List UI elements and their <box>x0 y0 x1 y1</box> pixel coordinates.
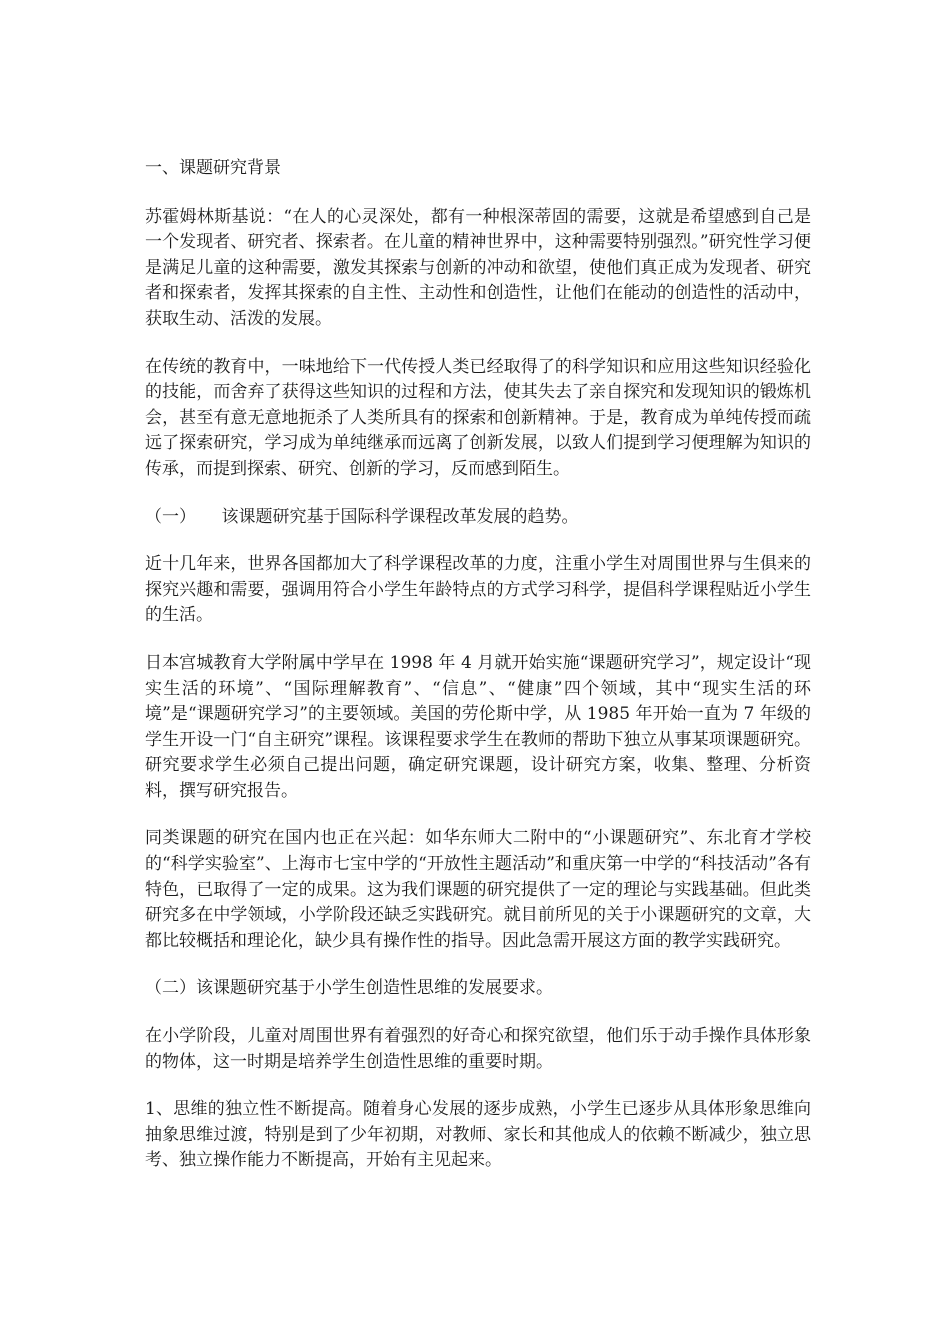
paragraph-primary-stage: 在小学阶段，儿童对周围世界有着强烈的好奇心和探究欲望，他们乐于动手操作具体形象的物体，这一时期是培养学生创造性思维的重要时期。 <box>145 1026 811 1072</box>
paragraph-international-examples: 日本宫城教育大学附属中学早在 1998 年 4 月就开始实施“课题研究学习”，规定设计“现实生活的环境”、“国际理解教育”、“信息”、“健康”四个领域，其中“现实生活的环境”是“课题研究学习”的主要领域。美国的劳伦斯中学，从 1985 年开始一直为 7 年级的学生开设一门“自主研究”课程。该课程要求学生在教师的帮助下独立从事某项课题研究。研究要求学生必须自己提出问题，确定研究课题，设计研究方案，收集、整理、分析资料，撰写研究报告。 <box>145 652 811 801</box>
document-body <box>145 156 811 1196</box>
paragraph-domestic-research: 同类课题的研究在国内也正在兴起：如华东师大二附中的“小课题研究”、东北育才学校的“科学实验室”、上海市七宝中学的“开放性主题活动”和重庆第一中学的“科技活动”各有特色，已取得了一定的成果。这为我们课题的研究提供了一定的理论与实践基础。但此类研究多在中学领域，小学阶段还缺乏实践研究。就目前所见的关于小课题研究的文章，大都比较概括和理论化，缺少具有操作性的指导。因此急需开展这方面的教学实践研究。 <box>145 828 811 951</box>
section-title: 一、课题研究背景 <box>145 158 281 178</box>
paragraph-curriculum-reform: 近十几年来，世界各国都加大了科学课程改革的力度，注重小学生对周围世界与生俱来的探究兴趣和需要，强调用符合小学生年龄特点的方式学习科学，提倡科学课程贴近小学生的生活。 <box>145 554 811 626</box>
paragraph-traditional-education: 在传统的教育中，一味地给下一代传授人类已经取得了的科学知识和应用这些知识经验化的技能，而舍弃了获得这些知识的过程和方法，使其失去了亲自探究和发现知识的锻炼机会，甚至有意无意地扼杀了人类所具有的探索和创新精神。于是，教育成为单纯传授而疏远了探索研究，学习成为单纯继承而远离了创新发展，以致人们提到学习便理解为知识的传承，而提到探索、研究、创新的学习，反而感到陌生。 <box>145 356 811 479</box>
paragraph-intro-quote: 苏霍姆林斯基说：“在人的心灵深处，都有一种根深蒂固的需要，这就是希望感到自己是一个发现者、研究者、探索者。在儿童的精神世界中，这种需要特别强烈。”研究性学习便是满足儿童的这种需要，激发其探索与创新的冲动和欲望，使他们真正成为发现者、研究者和探索者，发挥其探索的自主性、主动性和创造性，让他们在能动的创造性的活动中，获取生动、活泼的发展。 <box>145 206 811 329</box>
paragraph-thinking-independence: 1、思维的独立性不断提高。随着身心发展的逐步成熟，小学生已逐步从具体形象思维向抽象思维过渡，特别是到了少年初期，对教师、家长和其他成人的依赖不断减少，独立思考、独立操作能力不断提高，开始有主见起来。 <box>145 1099 811 1171</box>
subsection-2-title: （二）该课题研究基于小学生创造性思维的发展要求。 <box>145 978 553 999</box>
subsection-1-title: （一） 该课题研究基于国际科学课程改革发展的趋势。 <box>145 506 579 527</box>
